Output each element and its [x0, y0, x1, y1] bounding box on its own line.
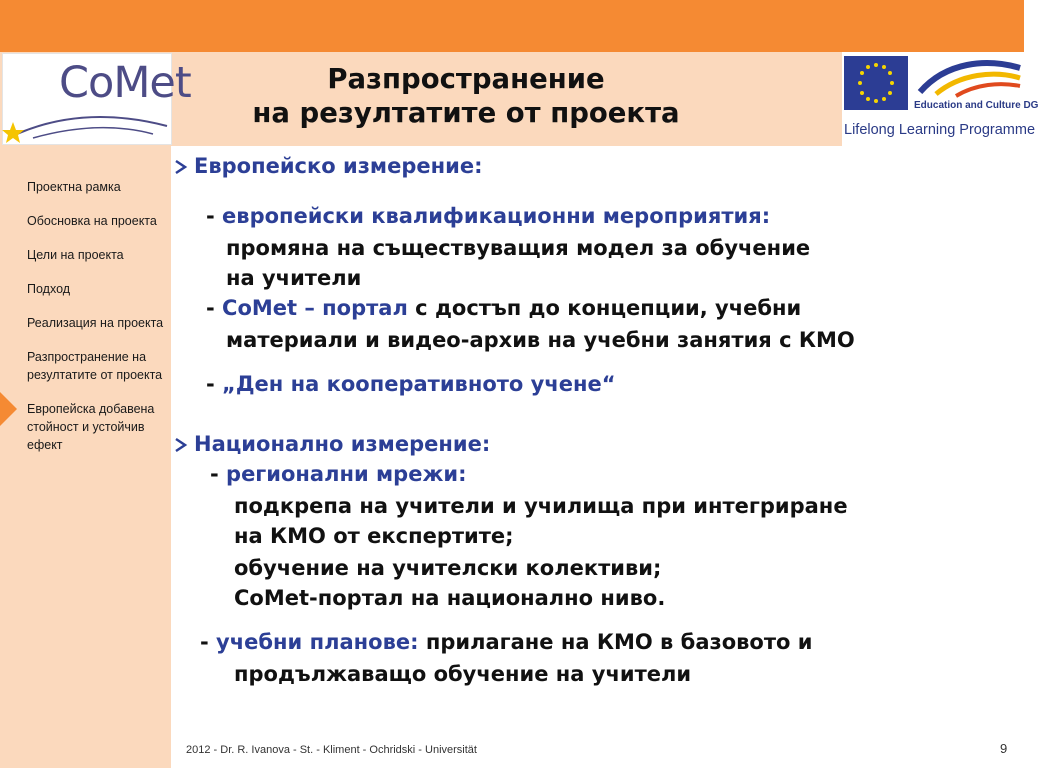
sidebar-nav [27, 178, 167, 470]
top-bar [0, 0, 1024, 52]
european-heading [174, 154, 482, 178]
dash: - [206, 372, 223, 396]
footer-text: 2012 - Dr. R. Ivanova - St. - Kliment - Ochridski - Universität [186, 744, 477, 756]
arrow-bullet-icon [174, 159, 188, 175]
eu-logo [842, 52, 1038, 146]
nat-item-1-l1: подкрепа на учители и училища при интегриране [234, 494, 848, 518]
comet-logo [2, 53, 191, 145]
active-nav-marker-icon [0, 392, 17, 426]
eu-item-1 [206, 204, 770, 228]
dash: - [210, 462, 227, 486]
eu-swoosh-icon [916, 54, 1022, 98]
eu-item-3-label: „Ден на кооперативното учене“ [222, 372, 616, 396]
eu-lifelong-label: Lifelong Learning Programme [844, 122, 1036, 138]
dash: - [206, 296, 223, 320]
eu-item-1-text-l2: на учители [226, 266, 362, 290]
page-title-line2: на резултатите от проекта [252, 97, 680, 129]
sidebar-item-project-rationale[interactable]: Обосновка на проекта [27, 214, 157, 228]
sidebar-item-dissemination[interactable]: Разпространение на резултатите от проекта [27, 350, 163, 382]
eu-item-3 [206, 372, 616, 396]
national-heading-text: Национално измерение: [194, 432, 491, 456]
sidebar-item-project-frame[interactable]: Проектна рамка [27, 180, 121, 194]
page-title [186, 62, 746, 130]
eu-item-2-text-l1: с достъп до концепции, учебни [407, 296, 802, 320]
dash: - [200, 630, 217, 654]
sidebar-item-project-goals[interactable]: Цели на проекта [27, 248, 124, 262]
nat-item-2-label: учебни планове: [216, 630, 419, 654]
nat-item-1-l3: обучение на учителски колективи; [234, 556, 662, 580]
nat-item-1-l2: на КМО от експертите; [234, 524, 514, 548]
european-heading-text: Европейско измерение: [194, 154, 483, 178]
comet-logo-text: CoMet [59, 58, 191, 108]
sidebar-item-approach[interactable]: Подход [27, 282, 71, 296]
sidebar-item-implementation[interactable]: Реализация на проекта [27, 316, 164, 330]
eu-item-1-text-l1: промяна на съществуващия модел за обучение [226, 236, 811, 260]
arrow-bullet-icon [174, 437, 188, 453]
nat-item-1 [210, 462, 466, 486]
eu-item-2 [206, 296, 801, 320]
nat-item-2 [200, 630, 812, 654]
page-number: 9 [1000, 741, 1008, 756]
nat-item-1-label: регионални мрежи: [226, 462, 467, 486]
eu-item-2-label: CoMet – портал [222, 296, 408, 320]
national-heading [174, 432, 490, 456]
eu-flag-icon [844, 56, 908, 110]
eu-item-2-text-l2: материали и видео-архив на учебни занятия с КМО [226, 328, 855, 352]
sidebar-item-european-value[interactable]: Европейска добавена стойност и устойчив ефект [27, 402, 155, 452]
eu-program-label: Education and Culture DG [914, 100, 1038, 111]
eu-item-1-label: европейски квалификационни мероприятия: [222, 204, 771, 228]
dash: - [206, 204, 223, 228]
nat-item-2-text-l2: продължаващо обучение на учители [234, 662, 692, 686]
nat-item-2-text-l1: прилагане на КМО в базовото и [418, 630, 813, 654]
page-title-line1: Разпространение [327, 63, 605, 95]
nat-item-1-l4: CoMet-портал на национално ниво. [234, 586, 666, 610]
